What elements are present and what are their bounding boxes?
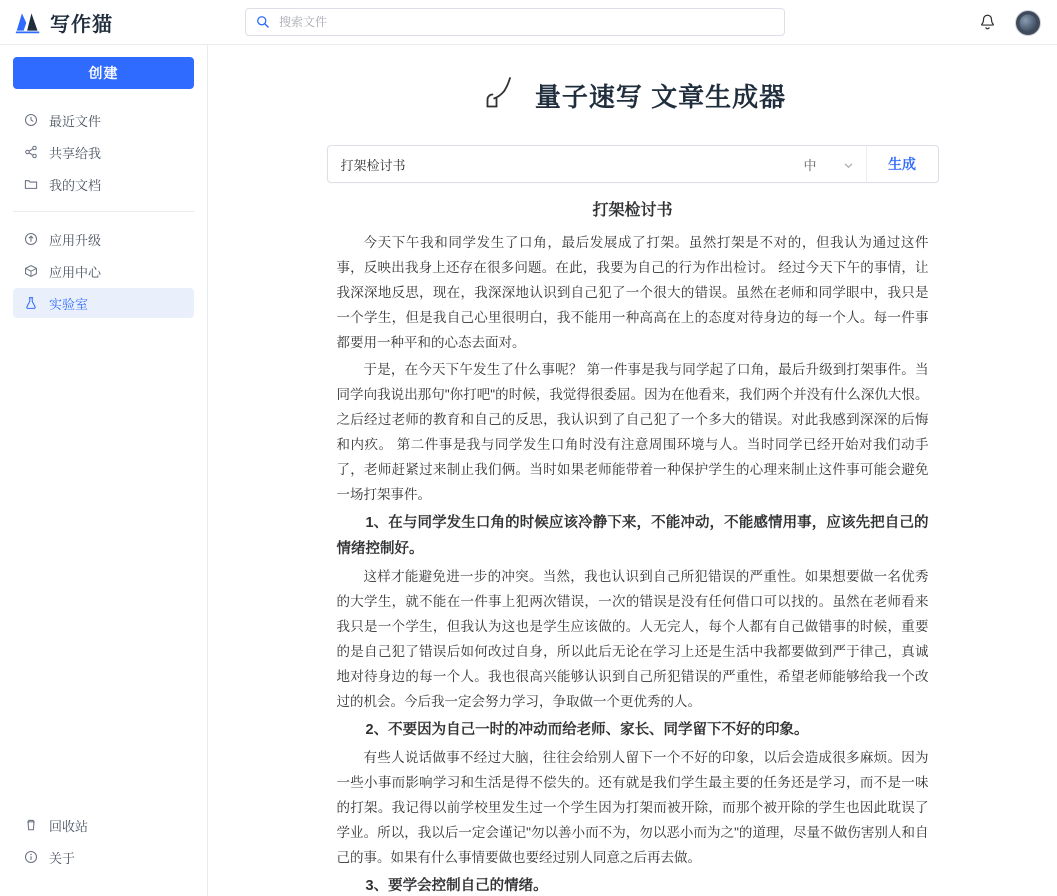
create-button[interactable]: 创建 [13,57,194,89]
folder-icon [24,177,38,191]
topbar [0,0,1057,45]
clock-icon [24,113,38,127]
sidebar-item-app-upgrade[interactable] [13,224,194,254]
chevron-down-icon [843,159,854,170]
page-title: 量子速写 文章生成器 [534,81,787,112]
info-icon [24,850,38,864]
sidebar-item-lab[interactable] [13,288,194,318]
sidebar-item-label: 应用升级 [49,232,102,248]
sidebar-group-apps [0,224,207,320]
length-select[interactable] [797,146,865,182]
bell-icon[interactable] [978,13,997,32]
page-title-row [208,73,1057,117]
article-paragraph: 有些人说话做事不经过大脑，往往会给别人留下一个不好的印象，以后会造成很多麻烦。因为一些小事而影响学习和生活是得不偿失的。还有就是我们学生最主要的任务还是学习，而不是一味的打架。我记得以前学校里发生过一个学生因为打架而被开除，而那个被开除的学生也因此耽误了学业。所以，我以后一定会谨记"勿以善小而不为，勿以恶小而为之"的道理，尽量不做伤害别人和自己的事。如果有什么事情要做也要经过别人同意之后再去做。 [336,750,929,865]
sidebar [0,45,208,896]
sidebar-item-recent-files[interactable] [13,105,194,135]
pen-writing-icon [479,73,523,117]
brand-name: 写作猫 [50,13,113,36]
sidebar-item-label: 实验室 [49,296,89,312]
flask-icon [24,296,38,310]
sidebar-item-recycle-bin[interactable] [13,810,194,840]
article-paragraph: 于是，在今天下午发生了什么事呢？ 第一件事是我与同学起了口角，最后升级到打架事件。当同学向我说出那句"你打吧"的时候，我觉得很委屈。因为在他看来，我们两个并没有什么深仇大恨。之后经过老师的教育和自己的反思，我认识到了自己犯了一个多大的错误。对此我感到深深的后悔和内疚。 第二件事是我与同学发生口角时没有注意周围环境与人。当时同学已经开始对我们动手了，老师赶紧过来制止我们俩。当时如果老师能带着一种保护学生的心理来制止这件事可能会避免一场打架事件。 [336,362,929,502]
sidebar-item-label: 关于 [49,850,76,866]
generate-button[interactable]: 生成 [866,146,938,182]
sidebar-item-about[interactable] [13,842,194,872]
search-box[interactable] [245,8,785,36]
sidebar-item-my-documents[interactable] [13,169,194,199]
sidebar-item-label: 我的文档 [49,177,102,193]
body [0,45,1057,896]
upgrade-icon [24,232,38,246]
sidebar-item-shared-with-me[interactable] [13,137,194,167]
sidebar-item-label: 应用中心 [49,264,102,280]
title-input[interactable] [328,146,798,182]
article-title: 打架检讨书 [592,202,673,219]
article-heading: 3、要学会控制自己的情绪。 [365,878,548,894]
article-paragraph: 这样才能避免进一步的冲突。当然，我也认识到自己所犯错误的严重性。如果想要做一名优秀的大学生，就不能在一件事上犯两次错误，一次的错误是没有任何借口可以找的。虽然在老师看来我只是一个学生，但我认为这也是学生应该做的。人无完人，每个人都有自己做错事的时候，重要的是自己犯了错误后如何改过自身，所以此后无论在学习上还是生活中我都要做到严于律己，真诚地对待身边的每一个人。我也很高兴能够认识到自己所犯错误的严重性，希望老师能够给我一个改过的机会。今后我一定会努力学习，争取做一个更优秀的人。 [336,569,929,709]
sidebar-spacer [0,320,207,810]
avatar[interactable] [1015,10,1041,36]
article-heading: 1、在与同学发生口角的时候应该冷静下来，不能冲动，不能感情用事，应该先把自己的情绪控制好。 [336,515,929,557]
sidebar-group-bottom [0,810,207,896]
article [337,197,929,896]
sidebar-item-app-center[interactable] [13,256,194,286]
sidebar-item-label: 共享给我 [49,145,102,161]
share-icon [24,145,38,159]
prompt-bar [327,145,939,183]
sidebar-item-label: 最近文件 [49,113,102,129]
trash-icon [24,818,38,832]
length-select-value: 中 [803,157,817,173]
article-paragraph: 今天下午我和同学发生了口角，最后发展成了打架。虽然打架是不对的，但我认为通过这件事，反映出我身上还存在很多问题。在此，我要为自己的行为作出检讨。 经过今天下午的事情，让我深深地反思，现在，我深深地认识到自己犯了一个很大的错误。虽然在老师和同学眼中，我只是一个学生，但是我自己心里很明白，我不能用一种高高在上的态度对待身边的每一个人。每一件事都要用一种平和的心态去面对。 [336,235,929,350]
search-icon [256,15,270,29]
search-input[interactable] [277,14,774,30]
article-heading: 2、不要因为自己一时的冲动而给老师、家长、同学留下不好的印象。 [365,722,809,738]
sidebar-group-files [0,105,207,201]
sidebar-divider [13,211,194,212]
main-content [208,45,1057,896]
sidebar-item-label: 回收站 [49,818,89,834]
box-icon [24,264,38,278]
brand[interactable] [0,8,208,37]
mountain-logo-icon [14,9,42,35]
topbar-right [978,0,1041,45]
